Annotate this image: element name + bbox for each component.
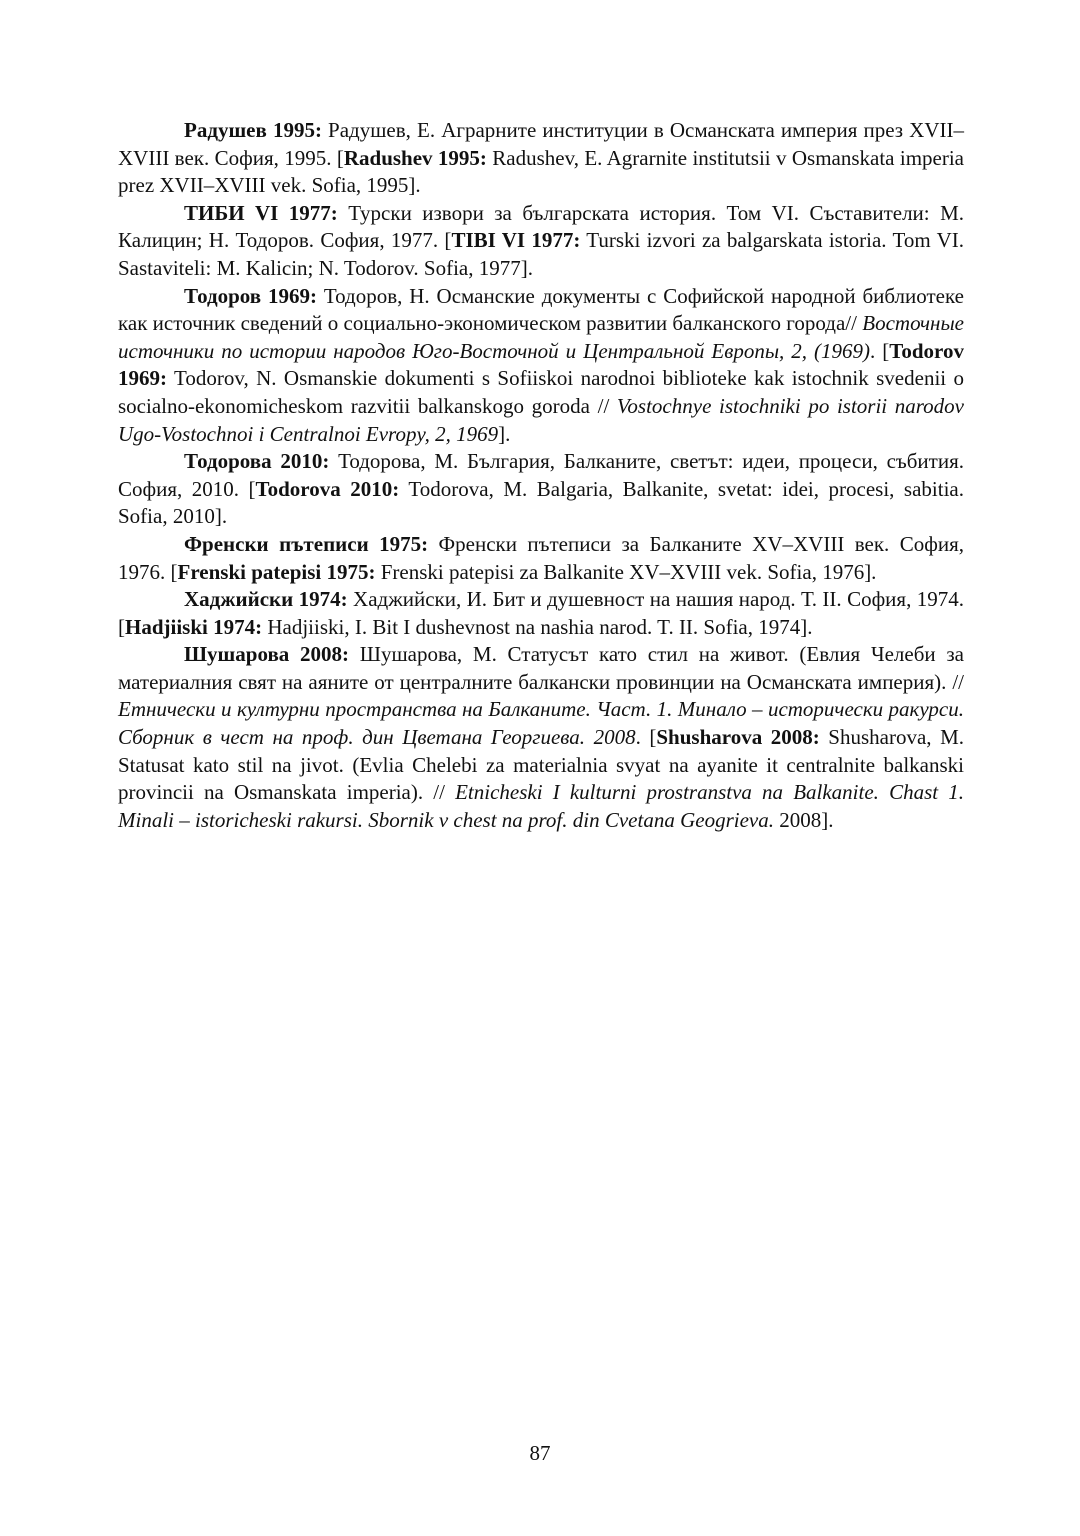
reference-entry <box>118 641 964 834</box>
references-list <box>118 117 964 834</box>
reference-text: Radushev, E. Agrarnite institutsii v Osmanskata imperia prez XVII–XVIII vek. Sofia, 1995]. <box>118 145 964 198</box>
reference-source-title: Етнически и културни пространства на Балканите. Част. 1. Минало – исторически ракурси. Сборник в чест на проф. дин Цветана Георгиева. 2008 <box>118 697 964 750</box>
reference-source-title: Etnicheski I kulturni prostranstva na Balkanite. Chast 1. Minali – istoricheski rakursi. Sbornik v chest na prof. din Cvetana Geogrieva. <box>118 780 964 832</box>
reference-key: Френски пътеписи 1975: <box>184 531 429 556</box>
reference-key-transliterated: Todorova 2010: <box>255 476 400 501</box>
reference-source-title: Восточные источники по истории народов Юго-Восточной и Центральной Европы, 2, (1969) <box>118 311 964 363</box>
reference-key-transliterated: Hadjiiski 1974: <box>125 614 263 639</box>
reference-key: Хаджийски 1974: <box>184 587 348 612</box>
reference-entry <box>118 117 964 200</box>
reference-key-transliterated: Frenski patepisi 1975: <box>177 559 376 584</box>
reference-text: Френски пътеписи за Балканите XV–XVIII век. София, 1976. [ <box>118 531 965 584</box>
reference-text: Turski izvori za balgarskata istoria. Tom VI. Sastaviteli: M. Kalicin; N. Todorov. Sofia, 1977]. <box>118 228 965 280</box>
reference-text: Todorova, M. Balgaria, Balkanite, svetat: idei, procesi, sabitia. Sofia, 2010]. <box>118 476 964 529</box>
reference-text: Frenski patepisi za Balkanite XV–XVIII vek. Sofia, 1976]. <box>375 559 877 584</box>
reference-text: Шушарова, М. Статусът като стил на живот. (Евлия Челеби за материалния свят на аяните от централните балкански провинции на Османската империя). // <box>118 642 964 694</box>
page-number: 87 <box>529 1441 551 1465</box>
reference-entry <box>118 531 964 586</box>
reference-text: Турски извори за българската история. Том VI. Съставители: М. Калицин; Н. Тодоров. София, 1977. [ <box>118 200 964 253</box>
reference-text: . [ <box>635 725 657 750</box>
reference-text: . [ <box>870 338 890 363</box>
reference-key: Шушарова 2008: <box>184 642 350 667</box>
reference-key: ТИБИ VI 1977: <box>184 200 338 225</box>
reference-text: Хаджийски, И. Бит и душевност на нашия народ. Т. II. София, 1974. [ <box>118 587 964 639</box>
reference-text: 2008]. <box>773 807 834 832</box>
reference-text: Shusharova, M. Statusat kato stil na jivot. (Evlia Chelebi za materialnia svyat na ayanite it centralnite balkanski provincii na Osmanskata imperia). // <box>118 725 964 805</box>
reference-text: Todorov, N. Osmanskie dokumenti s Sofiiskoi narodnoi biblioteke kak istochnik svedenii o socialno-ekonomicheskom razvitii balkanskogo goroda // <box>118 366 964 418</box>
reference-entry <box>118 200 964 283</box>
reference-entry <box>118 448 964 531</box>
reference-entry <box>118 283 964 449</box>
reference-text: Hadjiiski, I. Bit I dushevnost na nashia narod. T. II. Sofia, 1974]. <box>262 614 813 639</box>
reference-source-title: Vostochnye istochniki po istorii narodov Ugo-Vostochnoi i Centralnoi Evropy, 2, 1969 <box>118 393 964 446</box>
reference-key: Радушев 1995: <box>184 118 322 142</box>
reference-text: Радушев, Е. Аграрните институции в Османската империя през XVII–XVIII век. София, 1995. [ <box>118 118 965 170</box>
reference-text: Тодоров, Н. Османские документы с Софийской народной библиотеке как источник сведений о социально-экономическом развитии балканского города// <box>118 283 964 336</box>
reference-key-transliterated: Todorov 1969: <box>118 338 964 391</box>
reference-key-transliterated: TIBI VI 1977: <box>451 228 581 253</box>
reference-key: Тодоров 1969: <box>184 283 317 308</box>
reference-text: Тодорова, М. България, Балканите, светът: идеи, процеси, събития. София, 2010. [ <box>118 449 964 501</box>
reference-entry <box>118 586 964 641</box>
reference-text: ]. <box>498 421 511 446</box>
reference-key-transliterated: Radushev 1995: <box>343 145 487 170</box>
reference-key: Тодорова 2010: <box>184 449 330 474</box>
reference-key-transliterated: Shusharova 2008: <box>656 725 820 750</box>
